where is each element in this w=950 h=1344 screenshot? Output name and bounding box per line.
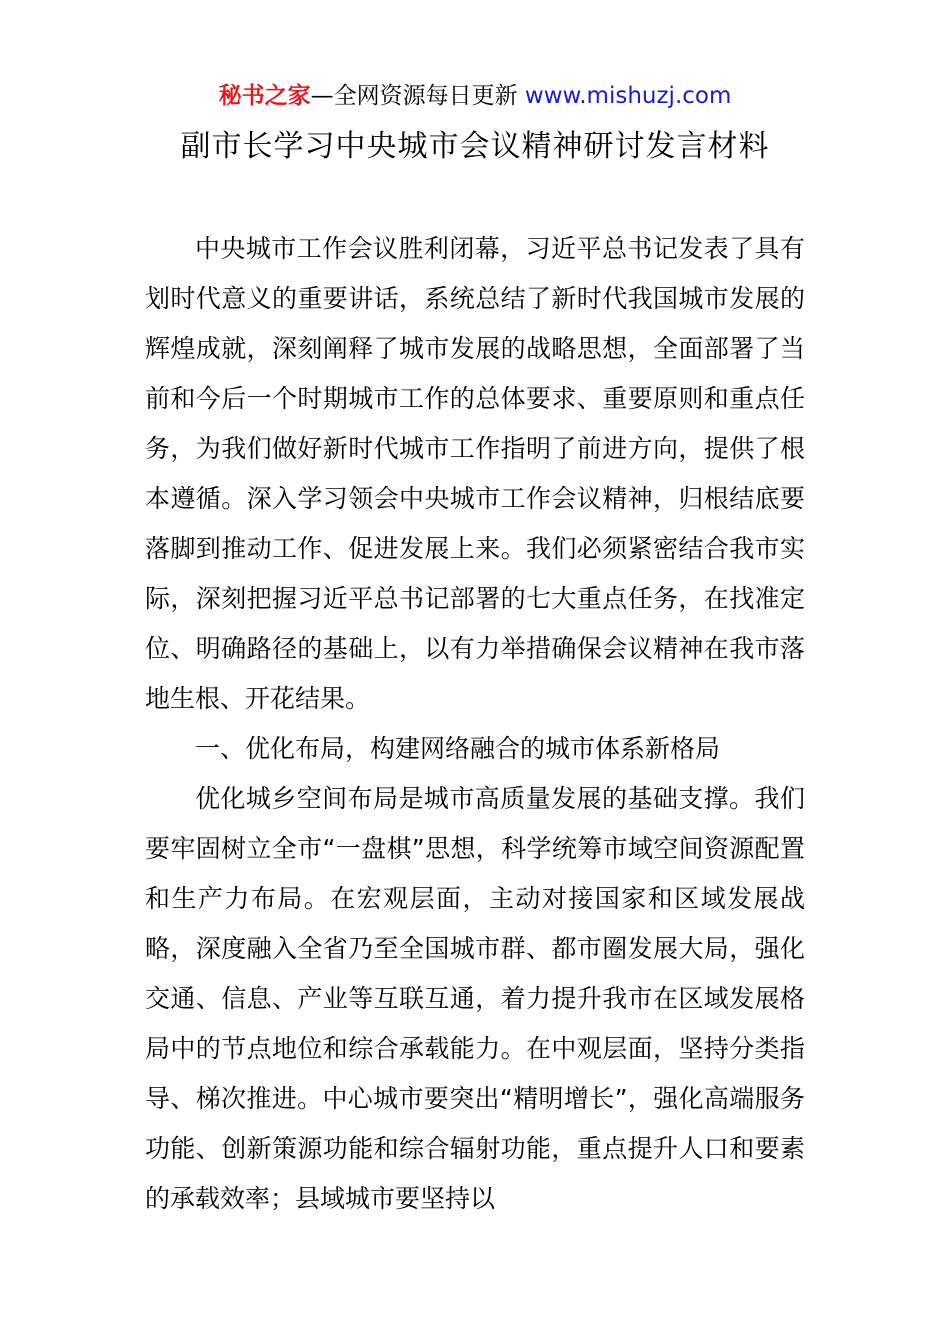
site-url-link[interactable]: www.mishuzj.com [524,83,732,109]
header-slogan: —全网资源每日更新 [310,83,525,109]
site-header [0,80,950,112]
section-heading-1: 一、优化布局，构建网络融合的城市体系新格局 [195,734,721,763]
paragraph-intro: 中央城市工作会议胜利闭幕，习近平总书记发表了具有划时代意义的重要讲话，系统总结了新时代我国城市发展的辉煌成就，深刻阐释了城市发展的战略思想，全面部署了当前和今后一个时期城市工作的总体要求、重要原则和重点任务，为我们做好新时代城市工作指明了前进方向，提供了根本遵循。深入学习领会中央城市工作会议精神，归根结底要落脚到推动工作、促进发展上来。我们必须紧密结合我市实际，深刻把握习近平总书记部署的七大重点任务，在找准定位、明确路径的基础上，以有力举措确保会议精神在我市落地生根、开花结果。 [145,234,805,713]
paragraph-layout: 优化城乡空间布局是城市高质量发展的基础支撑。我们要牢固树立全市“一盘棋”思想，科学统筹市域空间资源配置和生产力布局。在宏观层面，主动对接国家和区域发展战略，深度融入全省乃至全国城市群、都市圈发展大局，强化交通、信息、产业等互联互通，着力提升我市在区域发展格局中的节点地位和综合承载能力。在中观层面，坚持分类指导、梯次推进。中心城市要突出“精明增长”，强化高端服务功能、创新策源功能和综合辐射功能，重点提升人口和要素的承载效率；县域城市要坚持以 [145,784,805,1213]
brand-name: 秘书之家 [218,83,311,109]
document-title: 副市长学习中央城市会议精神研讨发言材料 [180,129,770,164]
document-body [145,224,805,1224]
